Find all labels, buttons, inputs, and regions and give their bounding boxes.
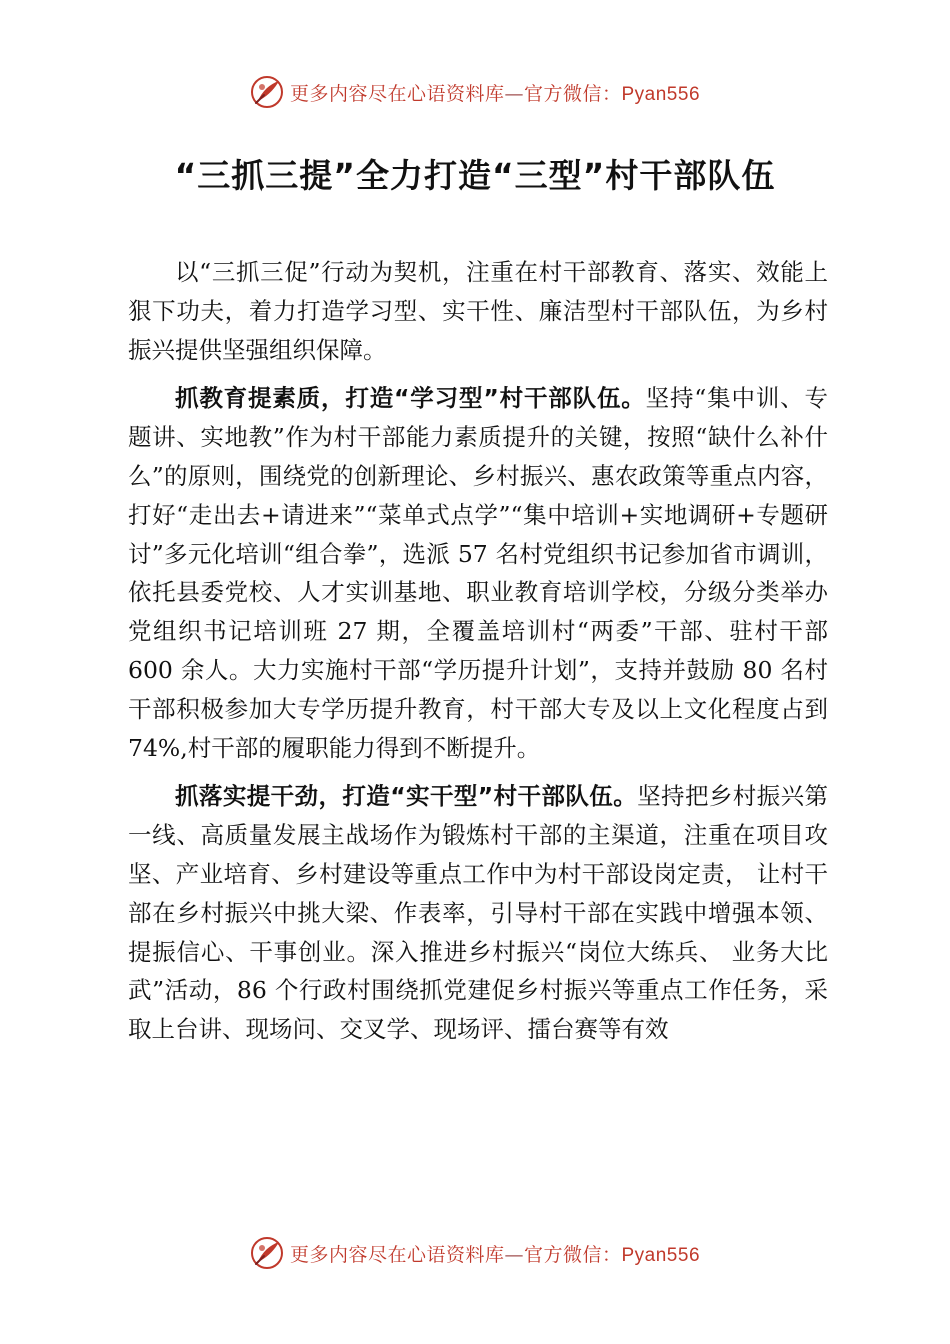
watermark-dash: — <box>504 82 524 105</box>
watermark-dash: — <box>504 1243 524 1266</box>
feather-quill-logo-icon <box>250 75 284 109</box>
watermark-wechat-id: Pyan556 <box>621 1244 701 1266</box>
header-watermark <box>0 72 950 112</box>
paragraph-lead-heading: 抓教育提素质，打造“学习型”村干部队伍。 <box>175 384 646 413</box>
watermark-official-label: 官方微信： <box>523 82 622 105</box>
watermark-wechat-id: Pyan556 <box>621 83 701 105</box>
paragraph-lead-heading: 抓落实提干劲，打造“实干型”村干部队伍。 <box>175 782 638 811</box>
watermark-official-label: 官方微信： <box>523 1243 622 1266</box>
paragraph-education <box>128 379 828 767</box>
watermark-main-text: 更多内容尽在心语资料库 <box>289 82 505 105</box>
document-title: “三抓三提”全力打造“三型”村干部队伍 <box>174 156 776 195</box>
watermark-main-text: 更多内容尽在心语资料库 <box>289 1243 505 1266</box>
footer-watermark <box>0 1233 950 1273</box>
watermark-text <box>290 1240 700 1267</box>
paragraph-text: 以“三抓三促”行动为契机，注重在村干部教育、落实、效能上狠下功夫，着力打造学习型、实干性、廉洁型村干部队伍，为乡村振兴提供坚强组织保障。 <box>128 258 828 364</box>
paragraph-intro <box>128 253 828 369</box>
paragraph-implementation <box>128 777 828 1049</box>
paragraph-text: 坚持“集中训、专题讲、实地教”作为村干部能力素质提升的关键，按照“缺什么补什么”的原则，围绕党的创新理论、乡村振兴、惠农政策等重点内容，打好“走出去+请进来”“菜单式点学”“集中培训+实地调研+专题研讨”多元化培训“组合拳”，选派 57 名村党组织书记参加省市调训，依托县委党校、人才实训基地、职业教育培训学校，分级分类举办党组织书记培训班 27 期，全覆盖培训村“两委”干部、驻村干部 600 余人。大力实施村干部“学历提升计划”，支持并鼓励 80 名村干部积极参加大专学历提升教育，村干部大专及以上文化程度占到 74%,村干部的履职能力得到不断提升。 <box>128 384 828 762</box>
feather-quill-logo-icon <box>250 1236 284 1270</box>
document-body <box>128 253 828 1059</box>
watermark-text <box>290 79 700 106</box>
paragraph-text: 坚持把乡村振兴第一线、高质量发展主战场作为锻炼村干部的主渠道，注重在项目攻坚、产业培育、乡村建设等重点工作中为村干部设岗定责， 让村干部在乡村振兴中挑大梁、作表率，引导村干部在实践中增强本领、提振信心、干事创业。深入推进乡村振兴“岗位大练兵、 业务大比武”活动，86 个行政村围绕抓党建促乡村振兴等重点工作任务，采取上台讲、现场问、交叉学、现场评、擂台赛等有效 <box>128 782 829 1044</box>
